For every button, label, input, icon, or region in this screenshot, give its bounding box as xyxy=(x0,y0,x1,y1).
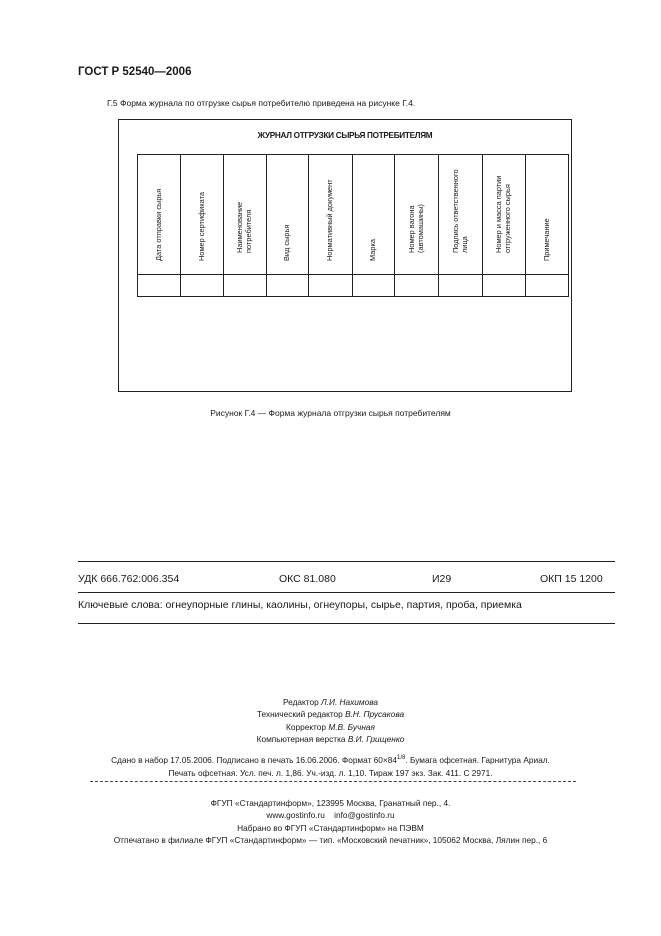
journal-column-label-line: лица xyxy=(459,236,469,253)
journal-empty-cell xyxy=(353,275,395,297)
journal-empty-cell xyxy=(181,275,224,297)
journal-column-label-line: отгруженного сырья xyxy=(503,183,512,253)
journal-column-header xyxy=(138,155,181,275)
journal-column-label-line: Номер и масса партии xyxy=(494,175,504,253)
journal-column-label-line: Марка xyxy=(368,239,378,262)
journal-column-label-line: Подпись ответственного xyxy=(450,169,460,253)
figure-caption: Рисунок Г.4 — Форма журнала отгрузки сырья потребителям xyxy=(210,408,451,418)
printing-line-3: Набрано во ФГУП «Стандартинформ» на ПЭВМ xyxy=(237,822,424,833)
journal-column-header xyxy=(224,155,267,275)
journal-column-label xyxy=(326,180,335,262)
journal-empty-cell xyxy=(267,275,309,297)
journal-column-label-line: (автомашины) xyxy=(415,203,425,253)
journal-column-label xyxy=(236,202,253,253)
journal-column-label xyxy=(283,225,292,261)
journal-column-label xyxy=(495,175,512,252)
publication-line-2: Печать офсетная. Усл. печ. л. 1,86. Уч.-изд. л. 1,10. Тираж 197 экз. Зак. 411. С 2971. xyxy=(168,768,493,779)
journal-empty-cell xyxy=(483,275,526,297)
divider-bottom xyxy=(78,623,615,624)
publication-info xyxy=(0,752,661,780)
journal-column-header xyxy=(181,155,224,275)
journal-empty-cell xyxy=(526,275,569,297)
dashed-separator xyxy=(90,781,576,782)
printing-info xyxy=(0,797,661,847)
credit-layout: Компьютерная верстка В.И. Грищенко xyxy=(256,733,405,744)
divider-middle xyxy=(78,592,615,593)
journal-empty-cell xyxy=(138,275,181,297)
document-header: ГОСТ Р 52540—2006 xyxy=(78,66,192,78)
keywords-line: Ключевые слова: огнеупорные глины, каолины, огнеупоры, сырье, партия, проба, приемка xyxy=(78,599,522,611)
journal-column-header xyxy=(395,155,439,275)
journal-column-header xyxy=(267,155,309,275)
credit-editor: Редактор Л.И. Нахимова xyxy=(282,697,378,707)
journal-column-header xyxy=(526,155,569,275)
journal-column-label xyxy=(155,189,164,261)
journal-empty-cell xyxy=(224,275,267,297)
journal-column-header xyxy=(439,155,483,275)
printing-line-4: Отпечатано в филиале ФГУП «Стандартинформ» — тип. «Московский печатник», 105062 Москва, Лялин пер., 6 xyxy=(113,835,548,846)
journal-column-label xyxy=(543,219,552,262)
journal-column-label-line: Номер сертификата xyxy=(196,192,206,262)
udk-code: УДК 666.762:006.354 xyxy=(78,573,180,585)
printing-line-1: ФГУП «Стандартинформ», 123995 Москва, Гранатный пер., 4. xyxy=(210,798,451,808)
journal-column-label-line: Наименование xyxy=(235,201,245,253)
journal-empty-cell xyxy=(439,275,483,297)
journal-column-label xyxy=(198,192,207,261)
okp-code: ОКП 15 1200 xyxy=(540,573,603,585)
journal-column-header xyxy=(483,155,526,275)
divider-top xyxy=(78,561,615,562)
journal-column-header xyxy=(353,155,395,275)
journal-title: ЖУРНАЛ ОТГРУЗКИ СЫРЬЯ ПОТРЕБИТЕЛЯМ xyxy=(257,131,433,140)
journal-column-header xyxy=(309,155,353,275)
intro-paragraph: Г.5 Форма журнала по отгрузке сырья потребителю приведена на рисунке Г.4. xyxy=(107,98,416,108)
credits-block xyxy=(0,696,661,745)
journal-empty-cell xyxy=(309,275,353,297)
printing-line-2: www.gostinfo.ru info@gostinfo.ru xyxy=(266,810,395,821)
credit-proofreader: Корректор М.В. Бучная xyxy=(286,721,375,732)
journal-empty-row xyxy=(138,275,569,297)
journal-column-label-line: Нормативный документ xyxy=(325,179,335,262)
journal-column-label-line: Вид сырья xyxy=(282,225,292,262)
journal-table xyxy=(137,154,569,297)
journal-column-label xyxy=(452,169,469,253)
journal-header-row xyxy=(138,155,569,275)
journal-column-label-line: Дата отправки сырья xyxy=(153,189,163,262)
journal-column-label-line: потребителя xyxy=(244,209,253,253)
oks-code: ОКС 81.080 xyxy=(279,573,336,585)
journal-column-label xyxy=(408,204,425,253)
journal-column-label xyxy=(369,239,378,261)
classifier-code: И29 xyxy=(432,573,452,585)
publication-line-1: Сдано в набор 17.05.2006. Подписано в печать 16.06.2006. Формат $60\times 84^{1/8}$. Бумага офсетная. Гарнитура Ариал. xyxy=(111,754,550,765)
journal-empty-cell xyxy=(395,275,439,297)
journal-column-label-line: Примечание xyxy=(541,218,551,262)
journal-column-label-line: Номер вагона xyxy=(406,205,416,253)
credit-tech-editor: Технический редактор В.Н. Прусакова xyxy=(256,709,405,720)
